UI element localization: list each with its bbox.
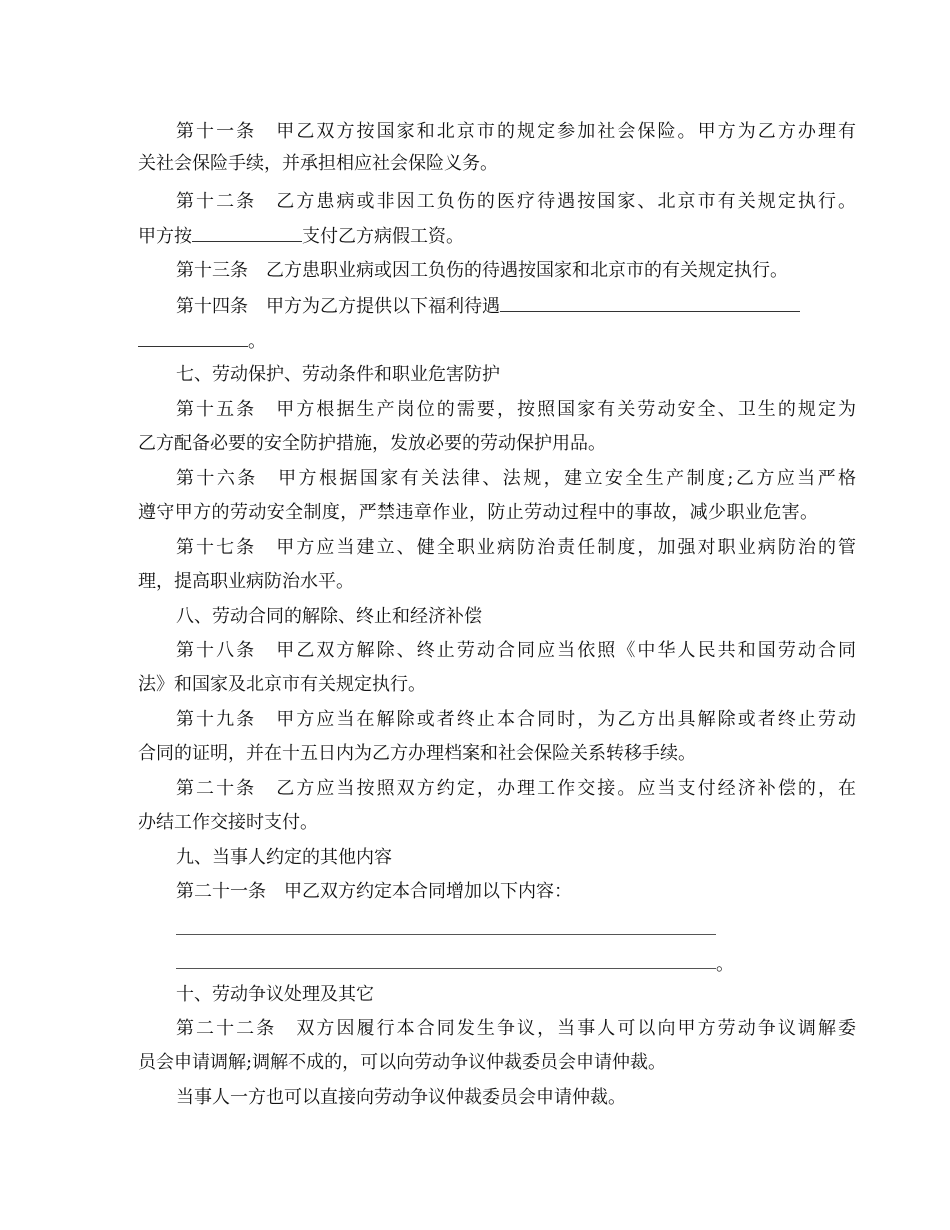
clause-number: 第十七条 <box>176 537 257 558</box>
section-heading-8: 八、劳动合同的解除、终止和经济补偿 <box>176 606 482 627</box>
clause-15-line-1 <box>138 395 856 425</box>
clause-18-line-2: 法》和国家及北京市有关规定执行。 <box>138 674 426 695</box>
clause-text: 甲方按 <box>138 226 192 247</box>
clause-text: 乙方患职业病或因工负伤的待遇按国家和北京市的有关规定执行。 <box>266 260 788 281</box>
clause-17-line-2: 理，提高职业病防治水平。 <box>138 571 354 592</box>
clause-number: 第十四条 <box>176 296 248 317</box>
clause-18-line-1 <box>138 636 856 666</box>
clause-11-line-2: 关社会保险手续，并承担相应社会保险义务。 <box>138 153 498 174</box>
clause-text: 双方因履行本合同发生争议，当事人可以向甲方劳动争议调解委 <box>294 1018 857 1039</box>
clause-21-line-1 <box>138 877 856 907</box>
clause-22-line-2: 员会申请调解;调解不成的，可以向劳动争议仲裁委员会申请仲裁。 <box>138 1052 667 1073</box>
clause-text: 甲乙双方按国家和北京市的规定参加社会保险。甲方为乙方办理有 <box>274 121 857 142</box>
section-heading-10: 十、劳动争议处理及其它 <box>176 984 374 1005</box>
clause-text: 甲乙双方约定本合同增加以下内容： <box>284 881 572 902</box>
clause-12-line-2 <box>138 221 818 251</box>
clause-20-line-1 <box>138 774 856 804</box>
clause-text: 甲方根据国家有关法律、法规，建立安全生产制度;乙方应当严格 <box>275 468 857 489</box>
clause-text: 支付乙方病假工资。 <box>302 226 464 247</box>
clause-text: 甲方应当建立、健全职业病防治责任制度，加强对职业病防治的管 <box>274 537 857 558</box>
clause-text: 乙方患病或非因工负伤的医疗待遇按国家、北京市有关规定执行。 <box>274 191 857 212</box>
clause-14-line-1 <box>138 291 856 321</box>
clause-number: 第十八条 <box>176 640 257 661</box>
clause-21-end: 。 <box>716 954 734 975</box>
clause-number: 第十一条 <box>176 121 257 142</box>
clause-text: 甲乙双方解除、终止劳动合同应当依照《中华人民共和国劳动合同 <box>274 640 857 661</box>
fill-in-blank[interactable] <box>138 326 248 347</box>
clause-text: 甲方根据生产岗位的需要，按照国家有关劳动安全、卫生的规定为 <box>274 399 857 420</box>
clause-11-line-1 <box>138 117 856 147</box>
clause-number: 第十九条 <box>176 709 257 730</box>
clause-22-line-1 <box>138 1014 856 1044</box>
fill-in-blank[interactable] <box>500 291 800 312</box>
clause-13-line-1 <box>138 256 856 286</box>
paragraph-direct-arbitration: 当事人一方也可以直接向劳动争议仲裁委员会申请仲裁。 <box>176 1087 626 1108</box>
clause-number: 第二十二条 <box>176 1018 277 1039</box>
clause-14-line-2 <box>138 326 818 356</box>
clause-number: 第十三条 <box>176 260 248 281</box>
clause-text: 乙方应当按照双方约定，办理工作交接。应当支付经济补偿的，在 <box>274 778 857 799</box>
fill-in-blank[interactable] <box>192 221 302 242</box>
fill-in-rule[interactable] <box>176 968 716 969</box>
clause-number: 第二十一条 <box>176 881 266 902</box>
clause-16-line-2: 遵守甲方的劳动安全制度，严禁违章作业，防止劳动过程中的事故，减少职业危害。 <box>138 502 818 523</box>
clause-number: 第十二条 <box>176 191 257 212</box>
section-heading-7: 七、劳动保护、劳动条件和职业危害防护 <box>176 364 500 385</box>
clause-number: 第十六条 <box>176 468 258 489</box>
clause-12-line-1 <box>138 187 856 217</box>
clause-17-line-1 <box>138 533 856 563</box>
clause-number: 第十五条 <box>176 399 257 420</box>
clause-text: 甲方为乙方提供以下福利待遇 <box>266 296 500 317</box>
section-heading-9: 九、当事人约定的其他内容 <box>176 847 392 868</box>
clause-15-line-2: 乙方配备必要的安全防护措施，发放必要的劳动保护用品。 <box>138 433 606 454</box>
clause-19-line-1 <box>138 705 856 735</box>
clause-number: 第二十条 <box>176 778 257 799</box>
clause-text: 。 <box>248 331 266 352</box>
clause-16-line-1 <box>138 464 856 494</box>
clause-20-line-2: 办结工作交接时支付。 <box>138 812 318 833</box>
fill-in-rule[interactable] <box>176 934 716 935</box>
clause-text: 甲方应当在解除或者终止本合同时，为乙方出具解除或者终止劳动 <box>274 709 857 730</box>
clause-19-line-2: 合同的证明，并在十五日内为乙方办理档案和社会保险关系转移手续。 <box>138 743 696 764</box>
